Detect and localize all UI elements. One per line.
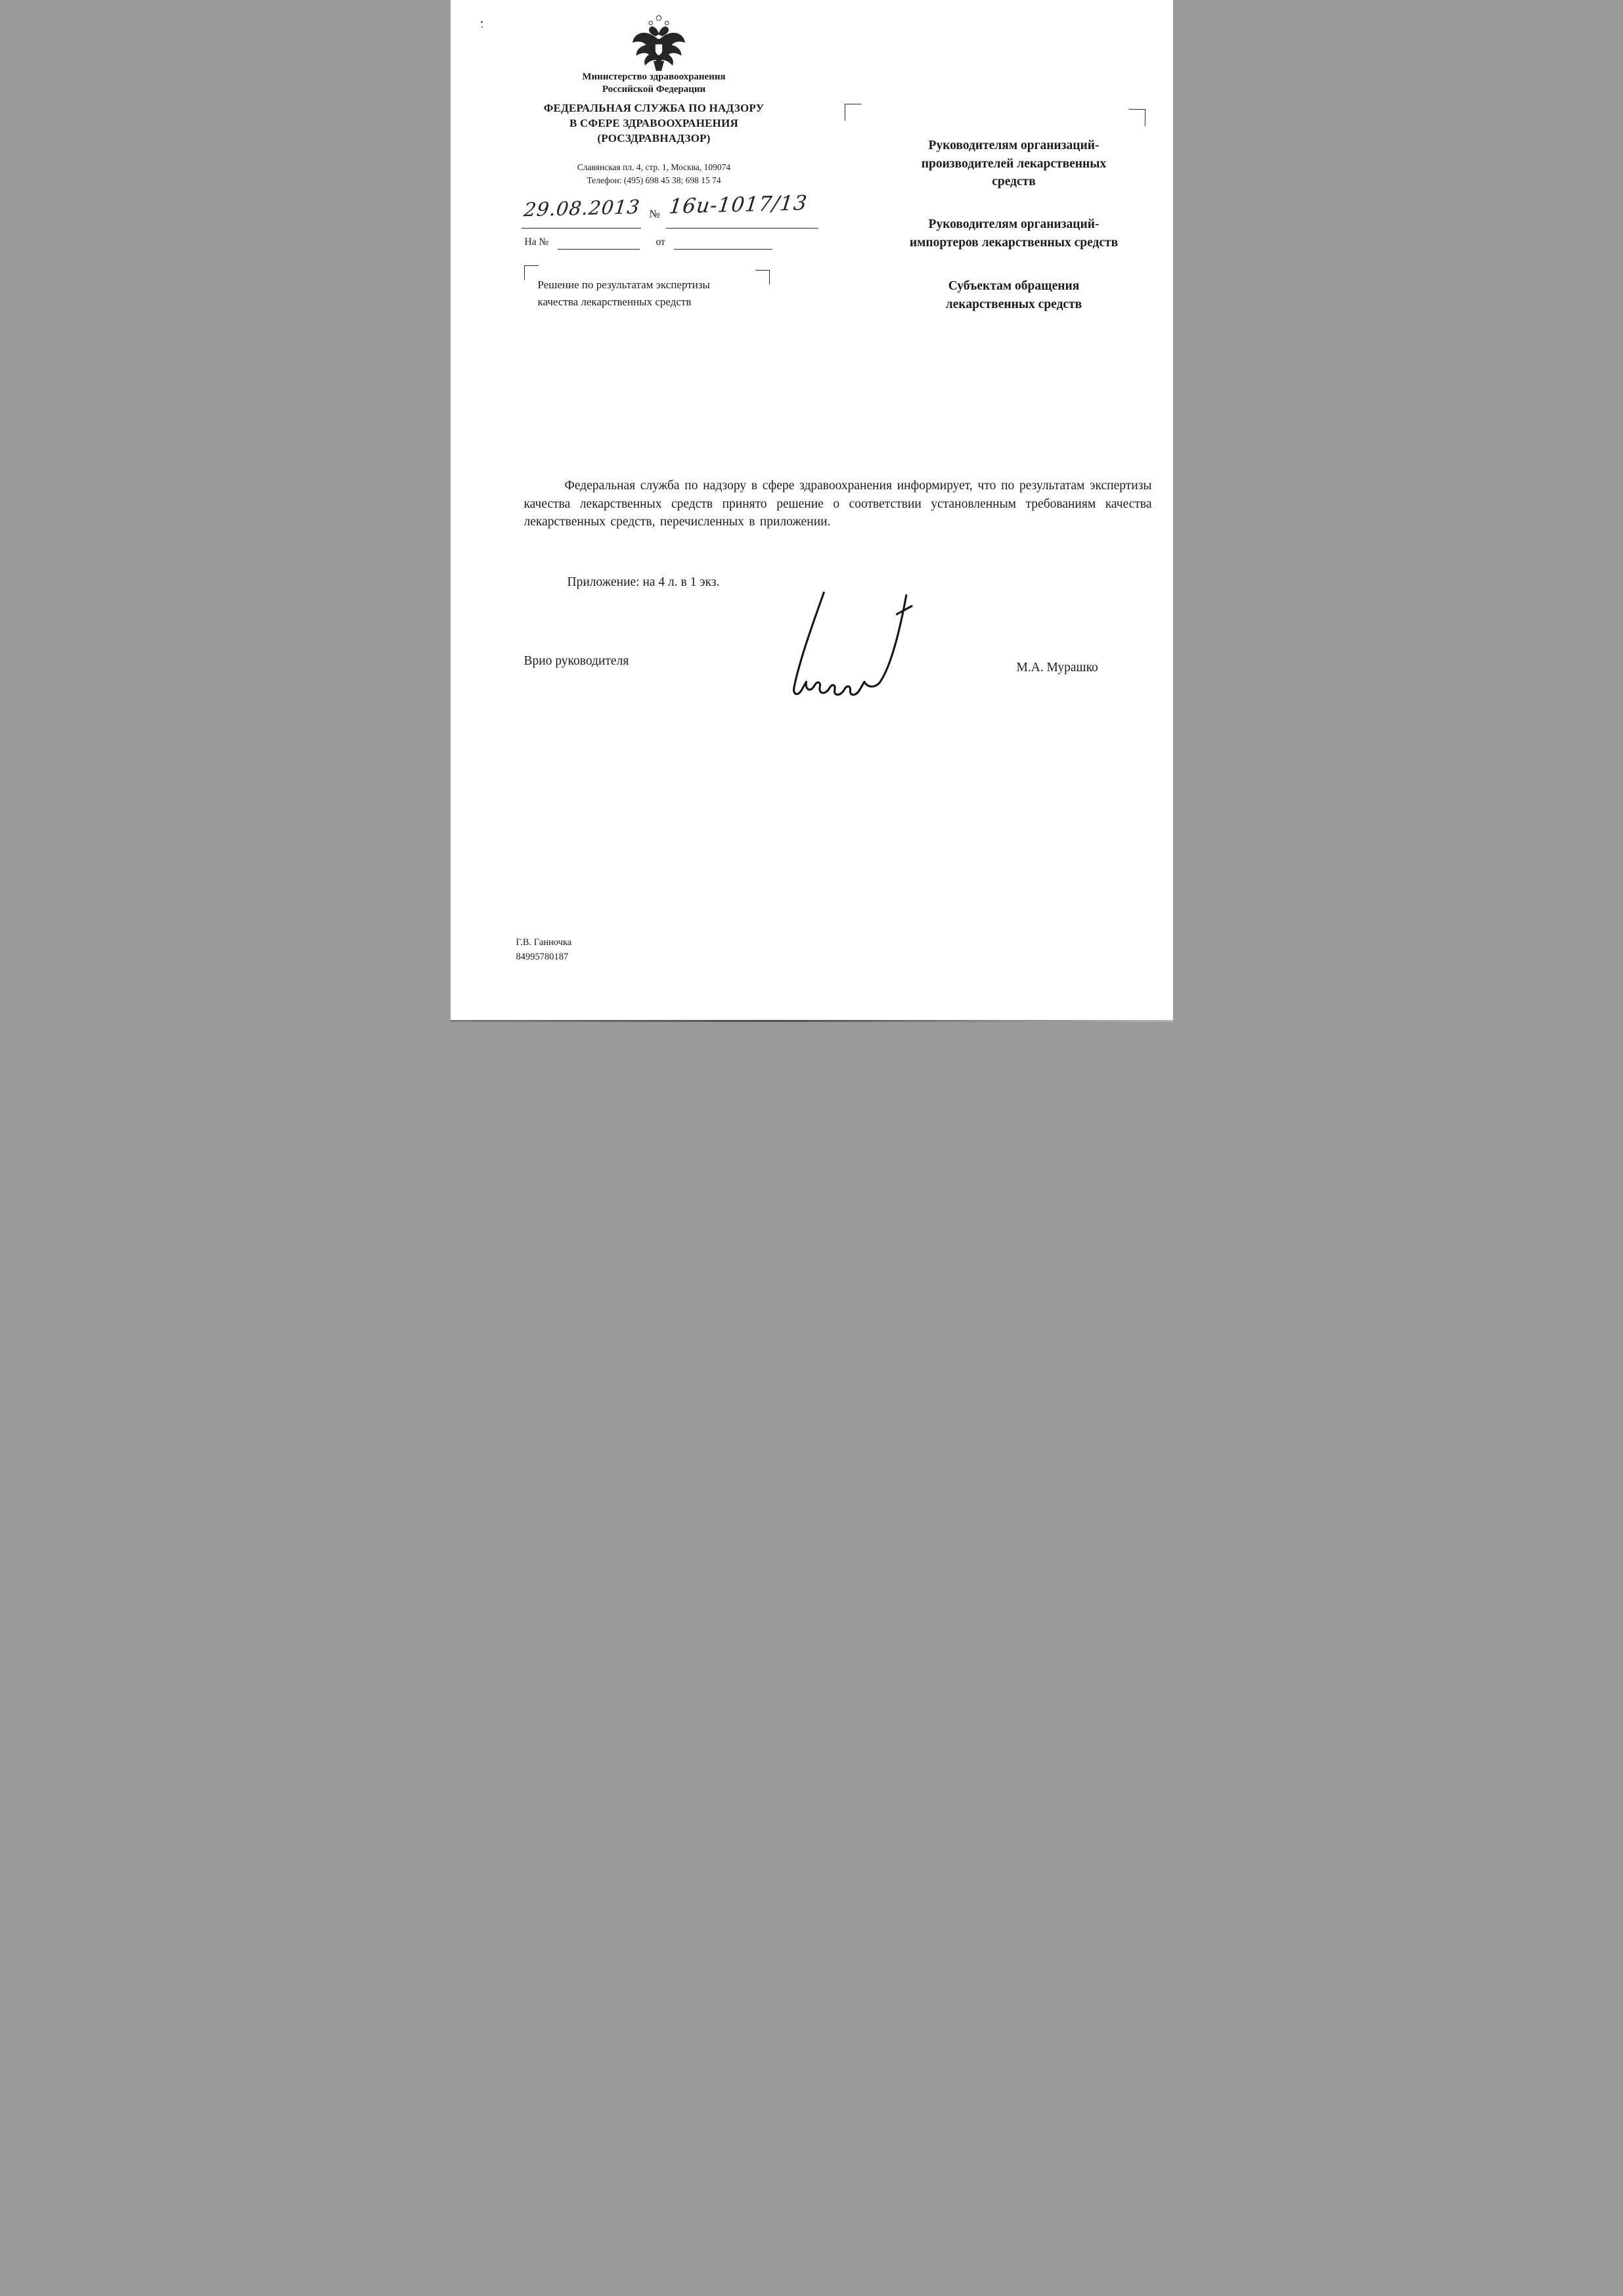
service-line-2: В СФЕРЕ ЗДРАВООХРАНЕНИЯ — [569, 116, 738, 129]
addressee-producers — [870, 137, 1159, 191]
executor-block — [516, 935, 572, 965]
scan-artifact — [481, 26, 483, 28]
addressee-line: импортеров лекарственных средств — [909, 235, 1119, 250]
letterhead-address — [543, 161, 766, 187]
addressee-importers — [870, 215, 1159, 252]
ministry-line-2: Российской Федерации — [602, 83, 706, 95]
addressee-corner-left — [845, 104, 862, 121]
addressee-subjects — [870, 277, 1159, 313]
ministry-name — [543, 71, 766, 96]
service-name — [510, 101, 799, 146]
scanned-letter-page — [451, 0, 1173, 1022]
signer-name: М.А. Мурашко — [1016, 661, 1098, 674]
addressee-line: Руководителям организаций- — [928, 217, 1100, 231]
subject-line-2: качества лекарственных средств — [537, 296, 692, 309]
subject-block — [538, 276, 761, 311]
number-underline — [666, 228, 818, 229]
service-line-3: (РОСЗДРАВНАДЗОР) — [597, 131, 711, 144]
reply-number-underline — [558, 249, 640, 250]
scan-artifact — [481, 21, 483, 23]
subject-line-1: Решение по результатам экспертизы — [537, 278, 710, 291]
executor-phone: 84995780187 — [516, 952, 569, 963]
addressee-line: Руководителям организаций- — [928, 139, 1100, 152]
addressee-corner-right — [1128, 109, 1145, 126]
handwritten-number: 16и-1017/13 — [667, 191, 809, 219]
attachment-line: Приложение: на 4 л. в 1 экз. — [567, 575, 720, 589]
number-sign: № — [649, 208, 660, 220]
ministry-line-1: Министерство здравоохранения — [582, 72, 726, 82]
coat-of-arms-icon — [628, 13, 690, 75]
executor-name: Г.В. Ганночка — [516, 937, 572, 948]
signer-position: Врио руководителя — [523, 654, 629, 668]
subject-corner-left — [524, 265, 539, 280]
scan-bottom-edge — [451, 1020, 1173, 1022]
service-line-1: ФЕДЕРАЛЬНАЯ СЛУЖБА ПО НАДЗОРУ — [543, 102, 765, 114]
phone-line: Телефон: (495) 698 45 38; 698 15 74 — [587, 175, 721, 185]
street-address: Славянская пл. 4, стр. 1, Москва, 109074 — [577, 162, 731, 172]
handwritten-date: 29.08.2013 — [522, 195, 641, 221]
reply-from-label: от — [656, 236, 665, 248]
reply-ref-label: На № — [524, 236, 549, 248]
addressee-line: Субъектам обращения — [948, 279, 1080, 293]
reply-date-underline — [674, 249, 772, 250]
addressee-line: средств — [992, 175, 1036, 189]
signature-ink — [765, 586, 916, 704]
date-underline — [522, 228, 641, 229]
addressee-line: лекарственных средств — [945, 297, 1082, 311]
addressee-line: производителей лекарственных — [921, 156, 1107, 171]
body-paragraph: Федеральная служба по надзору в сфере здравоохранения информирует, что по результатам экспертизы качества лекарственных средств принято решение о соответствии установленным требованиям качества лекарственных средств, перечисленных в приложении. — [523, 479, 1152, 529]
